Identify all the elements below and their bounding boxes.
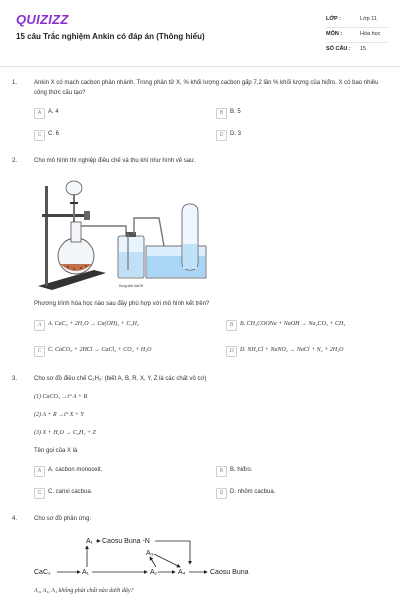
stand-rod	[45, 186, 48, 286]
option-letter-box: C	[34, 488, 45, 499]
clamp-head	[84, 211, 90, 220]
option-letter-box: A	[34, 466, 45, 477]
option-text: C. canxi cacbua.	[48, 489, 93, 495]
reaction-step-2: (2) A + R →t° X + Y	[34, 412, 84, 418]
option-letter-box: B	[216, 108, 227, 119]
worksheet-header	[0, 0, 400, 67]
naoh-solution	[119, 252, 143, 277]
question-text: Cho mô hình thí nghiệp điều chế và thu khí như hình vẽ sau:	[34, 158, 196, 164]
clamp-arm	[42, 214, 86, 217]
worksheet-title: 15 câu Trắc nghiệm Ankin có đáp án (Thông hiểu)	[16, 32, 205, 41]
naoh-label: Dung dịch NaOH	[118, 284, 144, 288]
node-a1: A₁	[82, 569, 90, 576]
quizizz-logo[interactable]: QUIZIZZ	[16, 12, 69, 27]
option-letter-box: D	[216, 488, 227, 499]
question-prompt: A₂, A₃, A₄ không phải chất nào dưới đây?	[34, 588, 134, 594]
question-prompt: Phương trình hóa học nào sau đây phù hợp với mô hình kết trên?	[34, 301, 210, 307]
jar-water	[183, 244, 197, 269]
reaction-scheme-diagram	[30, 534, 280, 590]
question-number: 4.	[12, 516, 18, 522]
node-buna: Caosu Buna	[210, 569, 249, 576]
option-text: B. hiđro.	[230, 467, 253, 473]
node-a-top: A₁	[86, 538, 94, 545]
arrow-buna-n-loop	[155, 541, 190, 564]
option-text: C. CaCO₃ + 2HCl → CaCl₂ + CO₂ + H₂O	[48, 347, 152, 353]
node-cac2: CaC₂	[34, 569, 51, 576]
node-a2: A₂	[150, 569, 158, 576]
dropping-funnel	[66, 181, 82, 195]
question-prompt: Tên gọi của X là	[34, 448, 78, 454]
question-text: Cho sơ đồ phản ứng:	[34, 516, 91, 522]
option-text: D. nhôm cacbua.	[230, 489, 276, 495]
option-letter-box: A	[34, 320, 45, 331]
node-a4: A₄	[178, 569, 186, 576]
meta-value-count: 15	[360, 46, 367, 52]
option-text: B. 5	[230, 109, 241, 115]
meta-value-subject: Hóa học	[360, 31, 381, 37]
option-text: D. NH₄Cl + NaNO₂ → NaCl + N₂ + 2H₂O	[240, 347, 344, 353]
arrow-a3-a4	[154, 554, 180, 567]
reaction-step-1: (1) CaCO₃ →t° A + B	[34, 394, 88, 400]
option-letter-box: B	[216, 466, 227, 477]
question-number: 3.	[12, 376, 18, 382]
node-a3: A₃	[146, 550, 154, 557]
option-text: A. CaC₂ + 2H₂O → Ca(OH)₂ + C₂H₂	[48, 321, 139, 327]
question-text: Ankin X có mạch cacbon phân nhánh. Trong phân tử X, % khối lượng cacbon gấp 7,2 lần % khối lượng của hiđro. X có bao nhiêu công thức cấu tạo?	[34, 80, 379, 96]
option-letter-box: B	[226, 320, 237, 331]
meta-divider	[326, 27, 388, 28]
option-letter-box: D	[226, 346, 237, 357]
reaction-step-3: (3) X + H₂O → C₂H₂ + Z	[34, 430, 96, 436]
node-buna-n: Caosu Buna -N	[102, 538, 150, 545]
meta-label-count: SỐ CÂU :	[326, 46, 351, 52]
question-text: Cho sơ đồ điều chế C₂H₂: (biết A, B, R, X, Y, Z là các chất vô cơ)	[34, 376, 207, 382]
funnel-tap	[70, 202, 78, 204]
flask-neck	[71, 222, 81, 242]
option-letter-box: D	[216, 130, 227, 141]
question-number: 2.	[12, 158, 18, 164]
lab-apparatus-figure	[34, 174, 234, 296]
arrow-a2-a3	[150, 557, 156, 567]
meta-label-class: LỚP :	[326, 16, 341, 22]
option-letter-box: C	[34, 346, 45, 357]
option-text: A. 4	[48, 109, 59, 115]
option-text: A. cacbon monooxit.	[48, 467, 103, 473]
meta-label-subject: MÔN :	[326, 31, 343, 37]
option-text: D. 3	[230, 131, 242, 137]
option-text: B. CH₃COONa + NaOH → Na₂CO₃ + CH₄	[240, 321, 346, 327]
question-number: 1.	[12, 80, 18, 86]
option-letter-box: C	[34, 130, 45, 141]
meta-divider	[326, 42, 388, 43]
meta-value-class: Lớp 11	[360, 16, 377, 22]
option-text: C. 6	[48, 131, 60, 137]
option-letter-box: A	[34, 108, 45, 119]
